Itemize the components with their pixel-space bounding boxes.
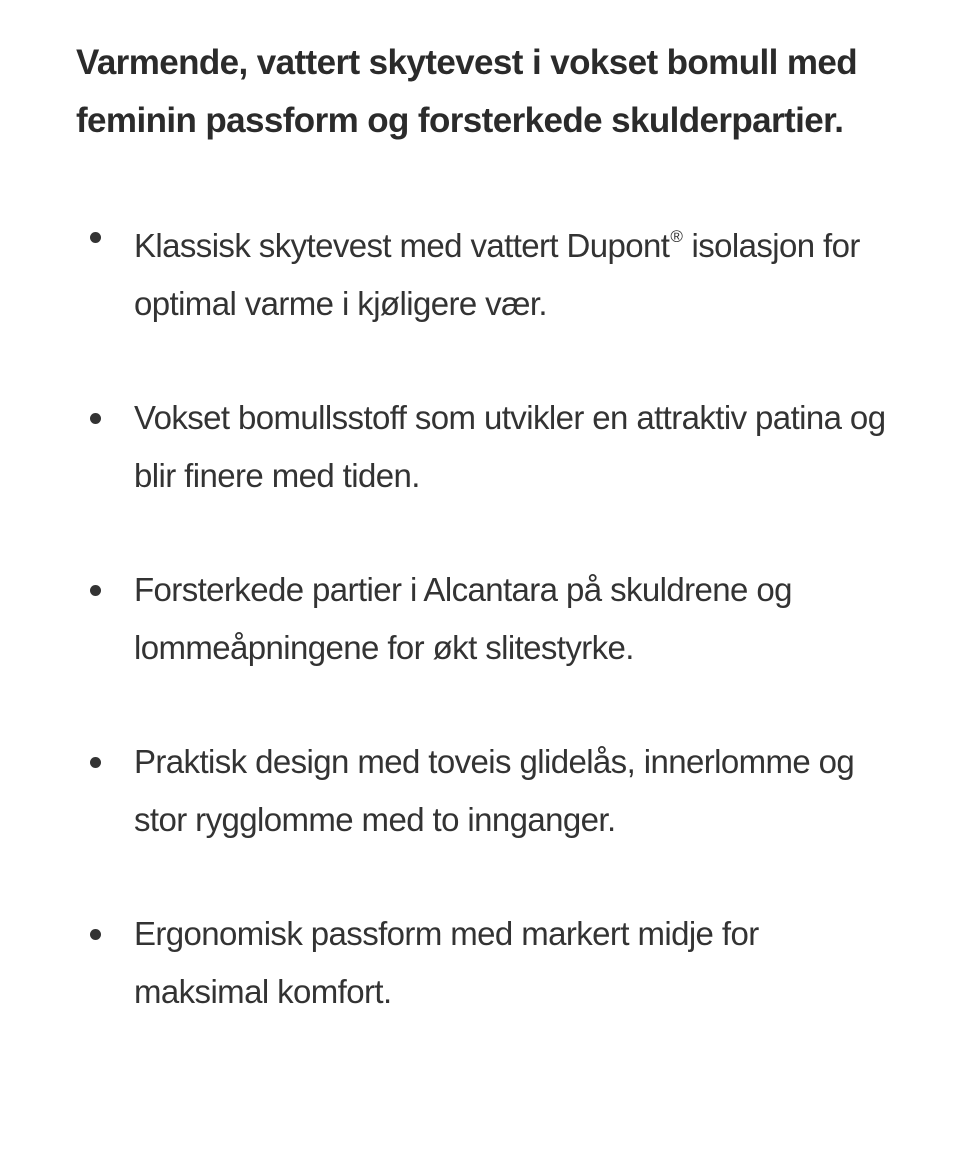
bullet-icon — [90, 757, 101, 768]
feature-list — [90, 208, 896, 1077]
feature-item — [90, 389, 896, 505]
feature-text: Praktisk design med toveis glidelås, innerlomme og stor rygglomme med to innganger. — [134, 743, 855, 838]
bullet-icon — [90, 929, 101, 940]
bullet-icon — [90, 585, 101, 596]
feature-text-continued: isolasjon for optimal varme i kjøligere vær. — [134, 227, 860, 322]
feature-item — [90, 561, 896, 677]
feature-item — [90, 733, 896, 849]
intro-text: Varmende, vattert skytevest i vokset bomull med feminin passform og forsterkede skulderpartier. — [76, 43, 858, 140]
registered-mark: ® — [670, 227, 683, 246]
bullet-icon — [90, 413, 101, 424]
feature-text: Forsterkede partier i Alcantara på skuldrene og lommeåpningene for økt slitestyrke. — [134, 571, 792, 666]
feature-text: Vokset bomullsstoff som utvikler en attraktiv patina og blir finere med tiden. — [134, 399, 886, 494]
feature-item — [90, 208, 896, 333]
bullet-icon — [90, 232, 101, 243]
product-description — [76, 34, 896, 150]
feature-item — [90, 905, 896, 1021]
feature-text: Klassisk skytevest med vattert Dupont — [134, 227, 670, 264]
feature-text: Ergonomisk passform med markert midje for maksimal komfort. — [134, 915, 759, 1010]
